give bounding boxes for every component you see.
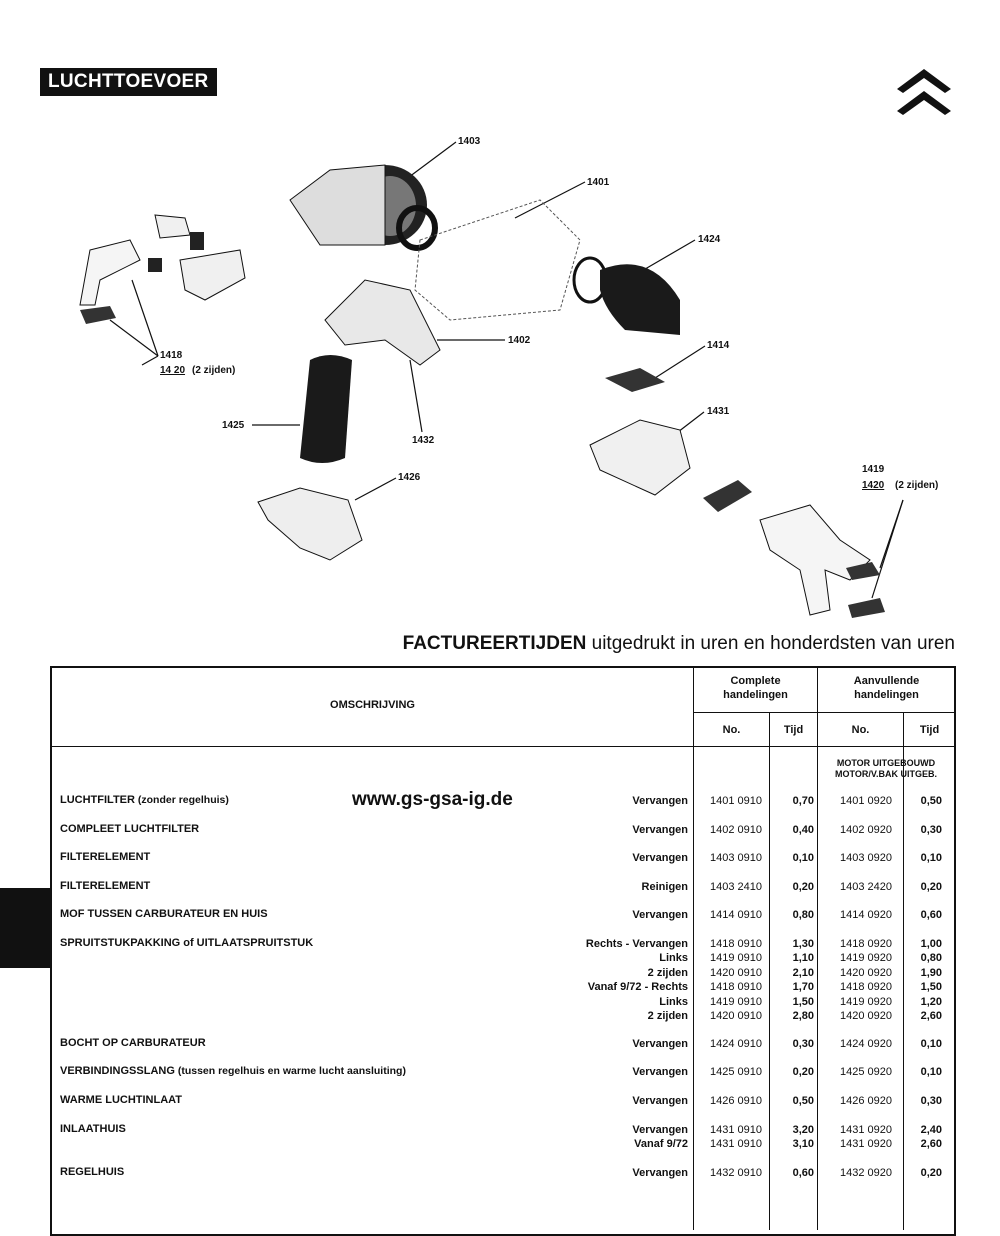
row-description xyxy=(60,1123,126,1135)
flange-gasket-icon xyxy=(80,306,116,324)
exhaust-manifold-icon xyxy=(760,505,870,615)
row-time-additional: 0,10 xyxy=(920,1066,942,1078)
row-description-main: FILTERELEMENT xyxy=(60,880,151,892)
row-no-additional: 1414 0920 xyxy=(840,909,892,921)
row-no-complete: 1402 0910 xyxy=(710,824,762,836)
row-description xyxy=(60,1166,124,1178)
label-1418: 1418 xyxy=(160,350,183,361)
chevron-logo-icon xyxy=(895,65,953,123)
row-description-main: INLAATHUIS xyxy=(60,1123,126,1135)
header-omschrijving: OMSCHRIJVING xyxy=(330,699,415,711)
row-description-main: FILTERELEMENT xyxy=(60,851,151,863)
row-time-additional: 0,30 xyxy=(920,1095,942,1107)
label-1420-left: 14 20 xyxy=(160,365,186,376)
label-1425: 1425 xyxy=(222,420,245,431)
row-time-complete: 0,20 xyxy=(792,881,814,893)
row-action: Vervangen xyxy=(632,1038,688,1050)
small-seal-icon xyxy=(148,258,162,272)
row-time-complete: 0,30 xyxy=(792,1038,814,1050)
label-1402: 1402 xyxy=(508,335,531,346)
heading-rest: uitgedrukt in uren en honderdsten van uren xyxy=(586,633,955,654)
row-no-complete: 1403 2410 xyxy=(710,881,762,893)
heading-bold: FACTUREERTIJDEN xyxy=(402,633,587,654)
row-time-complete: 0,40 xyxy=(792,824,814,836)
row-action: Vervangen xyxy=(632,795,688,807)
elbow-fitting-icon xyxy=(155,215,190,238)
row-no-complete: 1418 0910 1419 0910 1420 0910 1418 0910 1419 0910 1420 0910 xyxy=(710,938,762,1023)
row-action: Vervangen xyxy=(632,909,688,921)
row-description-main: COMPLEET LUCHTFILTER xyxy=(60,823,200,835)
row-description xyxy=(60,937,313,949)
label-1420-right-note: (2 zijden) xyxy=(895,480,939,491)
row-time-additional: 2,40 2,60 xyxy=(920,1124,942,1151)
header-additional: Aanvullende handelingen xyxy=(853,675,920,701)
label-1420-left-note: (2 zijden) xyxy=(192,365,236,376)
row-action: Rechts - Vervangen Links 2 zijden Vanaf 9/72 - Rechts Links 2 zijden xyxy=(585,938,688,1023)
row-no-additional: 1425 0920 xyxy=(840,1066,892,1078)
row-no-additional: 1403 0920 xyxy=(840,852,892,864)
row-action: Vervangen xyxy=(632,1095,688,1107)
row-no-complete: 1431 0910 1431 0910 xyxy=(710,1124,762,1151)
header-complete: Complete handelingen xyxy=(723,675,788,701)
row-action: Vervangen xyxy=(632,824,688,836)
label-1419: 1419 xyxy=(862,464,885,475)
row-description xyxy=(60,880,150,892)
row-no-additional: 1401 0920 xyxy=(840,795,892,807)
exhaust-gasket-2-icon xyxy=(848,598,885,618)
row-time-additional: 1,00 0,80 1,90 1,50 1,20 2,60 xyxy=(920,938,942,1023)
parts-diagram xyxy=(0,120,1000,640)
row-description xyxy=(60,794,229,806)
row-time-additional: 0,50 xyxy=(920,795,942,807)
carburettor-elbow-icon xyxy=(574,258,680,335)
manifold-gasket-icon xyxy=(703,480,752,512)
row-no-complete: 1426 0910 xyxy=(710,1095,762,1107)
row-time-complete: 0,20 xyxy=(792,1066,814,1078)
row-description xyxy=(60,1094,182,1106)
row-time-complete: 0,10 xyxy=(792,852,814,864)
row-time-additional: 0,20 xyxy=(920,881,942,893)
row-description-extra: (tussen regelhuis en warme lucht aansluiting) xyxy=(174,1065,406,1077)
label-1401: 1401 xyxy=(587,177,610,188)
page-edge-marker xyxy=(0,888,50,968)
row-description xyxy=(60,1037,206,1049)
sleeve-gasket-icon xyxy=(605,368,665,392)
row-time-complete: 3,20 3,10 xyxy=(792,1124,814,1151)
row-time-additional: 0,20 xyxy=(920,1167,942,1179)
row-no-complete: 1401 0910 xyxy=(710,795,762,807)
row-description-main: VERBINDINGSSLANG xyxy=(60,1065,175,1077)
air-filter-element-icon xyxy=(290,165,427,245)
inlet-manifold-icon xyxy=(590,420,690,495)
label-1426: 1426 xyxy=(398,472,421,483)
row-time-additional: 0,10 xyxy=(920,1038,942,1050)
filter-body-icon xyxy=(325,280,440,365)
label-1420-right: 1420 xyxy=(862,480,885,491)
row-time-additional: 0,10 xyxy=(920,852,942,864)
header-no-1: No. xyxy=(722,724,741,736)
row-description xyxy=(60,1065,406,1077)
row-action: Vervangen xyxy=(632,1066,688,1078)
row-no-additional: 1426 0920 xyxy=(840,1095,892,1107)
flange-block-icon xyxy=(180,250,245,300)
row-description-main: BOCHT OP CARBURATEUR xyxy=(60,1037,206,1049)
row-action: Reinigen xyxy=(641,881,688,893)
row-no-complete: 1403 0910 xyxy=(710,852,762,864)
spring-clip-icon xyxy=(190,232,204,250)
row-description xyxy=(60,908,268,920)
row-time-additional: 0,60 xyxy=(920,909,942,921)
warm-air-inlet-icon xyxy=(258,488,362,560)
row-description xyxy=(60,851,150,863)
table-heading xyxy=(403,633,955,655)
label-1424: 1424 xyxy=(698,234,721,245)
row-description-main: MOF TUSSEN CARBURATEUR EN HUIS xyxy=(60,908,268,920)
row-no-complete: 1424 0910 xyxy=(710,1038,762,1050)
header-divider xyxy=(52,746,955,747)
row-action: Vervangen xyxy=(632,852,688,864)
row-description-main: SPRUITSTUKPAKKING of UITLAATSPRUITSTUK xyxy=(60,937,314,949)
row-no-complete: 1414 0910 xyxy=(710,909,762,921)
header-tijd-1: Tijd xyxy=(783,724,804,736)
row-no-additional: 1431 0920 1431 0920 xyxy=(840,1124,892,1151)
row-no-additional: 1402 0920 xyxy=(840,824,892,836)
row-no-additional: 1418 0920 1419 0920 1420 0920 1418 0920 1419 0920 1420 0920 xyxy=(840,938,892,1023)
header-divider xyxy=(693,712,955,713)
row-no-additional: 1424 0920 xyxy=(840,1038,892,1050)
section-title: LUCHTTOEVOER xyxy=(40,68,217,96)
exhaust-pipe-left-icon xyxy=(80,240,140,305)
row-description-main: LUCHTFILTER xyxy=(60,794,135,806)
row-time-complete: 1,30 1,10 2,10 1,70 1,50 2,80 xyxy=(792,938,814,1023)
filter-housing-icon xyxy=(415,200,580,320)
row-time-complete: 0,60 xyxy=(792,1167,814,1179)
header-no-2: No. xyxy=(851,724,870,736)
row-no-additional: 1432 0920 xyxy=(840,1167,892,1179)
row-no-additional: 1403 2420 xyxy=(840,881,892,893)
row-no-complete: 1425 0910 xyxy=(710,1066,762,1078)
row-action: Vervangen Vanaf 9/72 xyxy=(632,1124,688,1151)
label-1431: 1431 xyxy=(707,406,730,417)
row-description-main: REGELHUIS xyxy=(60,1166,125,1178)
motor-note: MOTOR UITGEBOUWD MOTOR/V.BAK UITGEB. xyxy=(834,758,937,779)
row-no-complete: 1432 0910 xyxy=(710,1167,762,1179)
label-1432: 1432 xyxy=(412,435,435,446)
header-tijd-2: Tijd xyxy=(919,724,940,736)
row-time-complete: 0,50 xyxy=(792,1095,814,1107)
row-time-complete: 0,80 xyxy=(792,909,814,921)
label-1403: 1403 xyxy=(458,136,481,147)
row-description xyxy=(60,823,199,835)
row-description-extra: (zonder regelhuis) xyxy=(134,794,229,806)
row-time-complete: 0,70 xyxy=(792,795,814,807)
row-description-main: WARME LUCHTINLAAT xyxy=(60,1094,182,1106)
label-1414: 1414 xyxy=(707,340,730,351)
row-time-additional: 0,30 xyxy=(920,824,942,836)
connection-hose-icon xyxy=(300,355,352,463)
row-action: Vervangen xyxy=(632,1167,688,1179)
website-watermark[interactable]: www.gs-gsa-ig.de xyxy=(352,789,513,810)
